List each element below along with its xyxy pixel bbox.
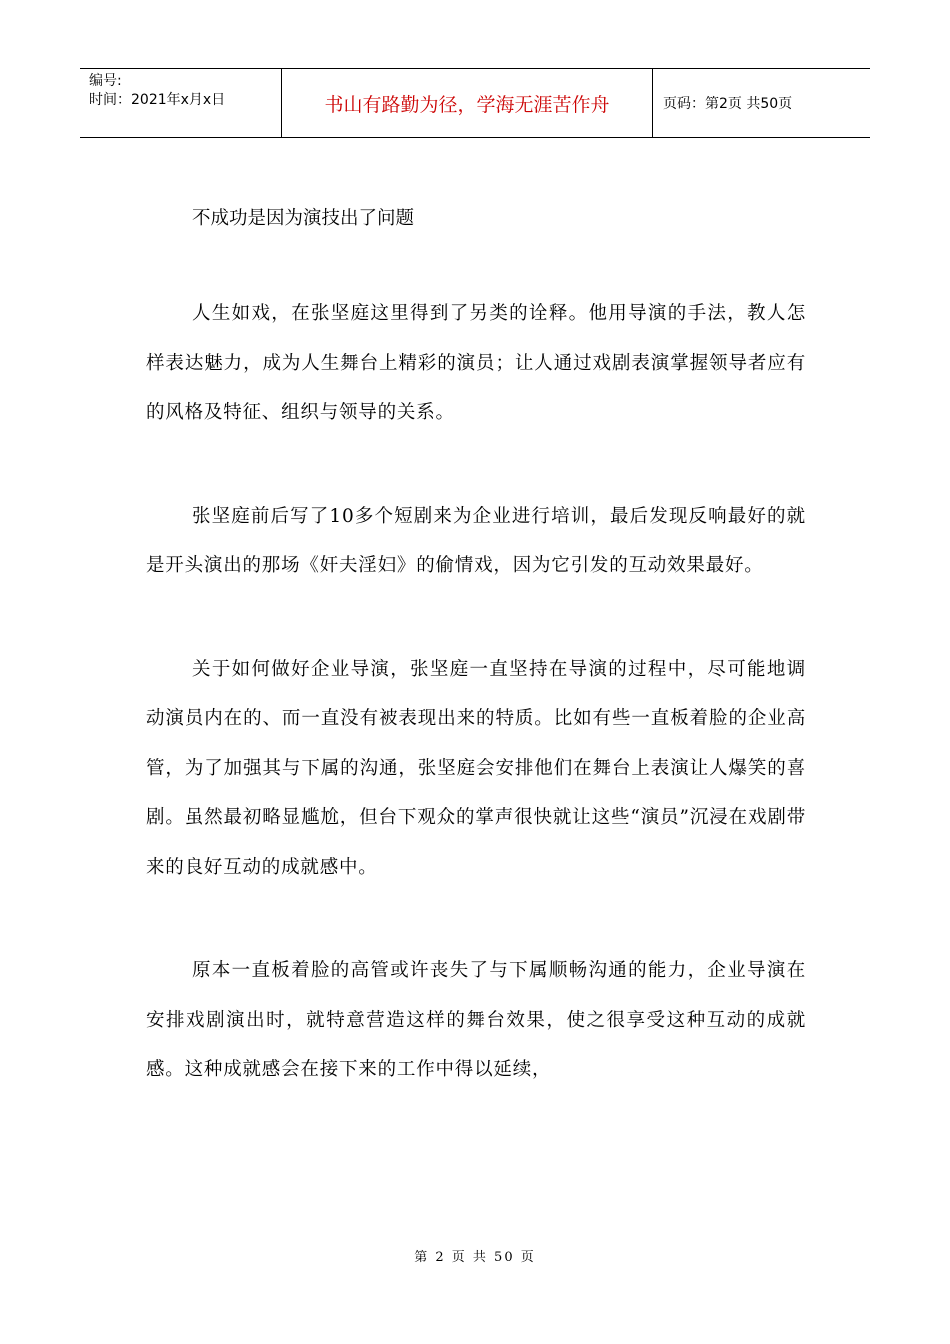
paragraph-1: 人生如戏，在张坚庭这里得到了另类的诠释。他用导演的手法，教人怎样表达魅力，成为人生舞台上精彩的演员；让人通过戏剧表演掌握领导者应有的风格及特征、组织与领导的关系。 <box>146 303 806 423</box>
page-header <box>80 68 870 138</box>
section-heading: 不成功是因为演技出了问题 <box>192 208 415 229</box>
header-page-cell <box>653 69 870 137</box>
paragraph-2: 张坚庭前后写了10多个短剧来为企业进行培训，最后发现反响最好的就是开头演出的那场《奸夫淫妇》的偷情戏，因为它引发的互动效果最好。 <box>146 505 806 576</box>
paragraph-4: 原本一直板着脸的高管或许丧失了与下属顺畅沟通的能力，企业导演在安排戏剧演出时，就特意营造这样的舞台效果，使之很享受这种互动的成就感。这种成就感会在接下来的工作中得以延续， <box>146 960 806 1080</box>
header-meta-cell <box>80 69 281 137</box>
motto-text: 书山有路勤为径，学海无涯苦作舟 <box>324 93 610 116</box>
paragraph-3: 关于如何做好企业导演，张坚庭一直坚持在导演的过程中，尽可能地调动演员内在的、而一直没有被表现出来的特质。比如有些一直板着脸的企业高管，为了加强其与下属的沟通，张坚庭会安排他们在舞台上表演让人爆笑的喜剧。虽然最初略显尴尬，但台下观众的掌声很快就让这些“演员”沉浸在戏剧带来的良好互动的成就感中。 <box>146 658 806 878</box>
header-motto-cell <box>281 69 653 137</box>
document-body <box>146 204 806 1149</box>
page-footer: 第 2 页 共 50 页 <box>414 1250 536 1265</box>
time-label: 时间：2021年x月x日 <box>89 92 226 108</box>
page-info: 页码：第2页 共50页 <box>663 96 793 112</box>
number-label: 编号: <box>89 73 122 89</box>
